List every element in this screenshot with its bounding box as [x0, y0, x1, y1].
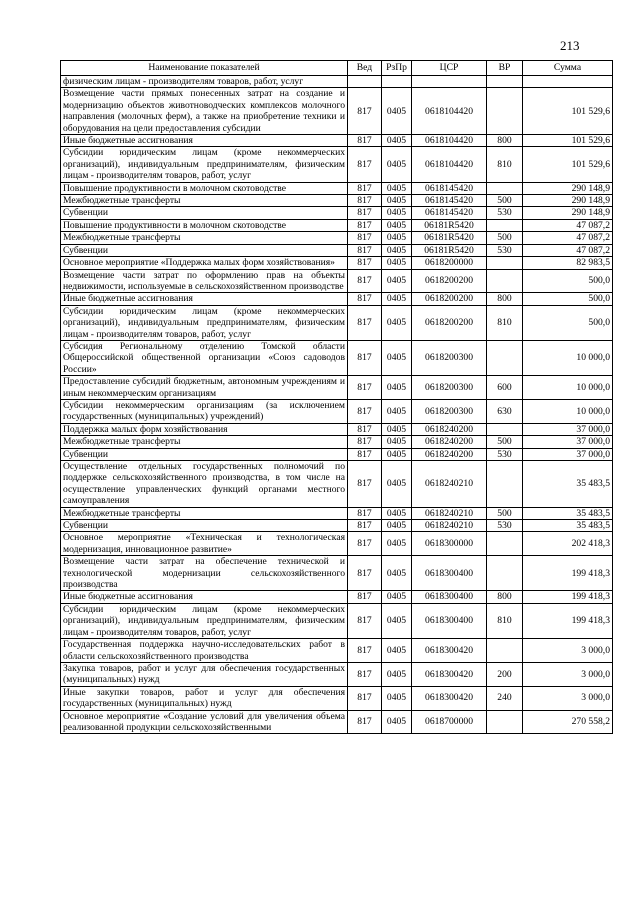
row-rzpr: 0405 [382, 532, 412, 556]
header-csr: ЦСР [412, 61, 487, 76]
row-sum: 500,0 [523, 293, 613, 305]
row-vr: 810 [487, 147, 523, 182]
row-csr: 0618300420 [412, 662, 487, 686]
row-vr [487, 340, 523, 375]
table-row [61, 603, 613, 638]
table-row [61, 399, 613, 423]
row-sum: 500,0 [523, 269, 613, 293]
row-name: Иные закупки товаров, работ и услуг для обеспечения государственных (муниципальных) нужд [61, 686, 348, 710]
row-name: Субвенции [61, 520, 348, 532]
row-sum: 37 000,0 [523, 436, 613, 448]
row-rzpr: 0405 [382, 232, 412, 244]
row-ved: 817 [348, 507, 382, 519]
row-sum: 10 000,0 [523, 340, 613, 375]
row-sum: 37 000,0 [523, 448, 613, 460]
row-name: Возмещение части прямых понесенных затрат на создание и модернизацию объектов животноводческих комплексов молочного направления (молочных ферм), а также на приобретение техники и оборудования на цели предоставления субсидии [61, 88, 348, 135]
row-csr: 0618300000 [412, 532, 487, 556]
row-rzpr: 0405 [382, 662, 412, 686]
row-sum: 199 418,3 [523, 591, 613, 603]
row-csr: 0618200300 [412, 399, 487, 423]
row-name: Межбюджетные трансферты [61, 195, 348, 207]
row-rzpr: 0405 [382, 507, 412, 519]
row-sum: 3 000,0 [523, 686, 613, 710]
row-ved: 817 [348, 207, 382, 219]
row-ved: 817 [348, 376, 382, 400]
row-name: Основное мероприятие «Поддержка малых форм хозяйствования» [61, 257, 348, 269]
row-rzpr: 0405 [382, 591, 412, 603]
row-vr: 600 [487, 376, 523, 400]
row-ved: 817 [348, 399, 382, 423]
row-vr [487, 257, 523, 269]
table-row [61, 135, 613, 147]
row-csr: 0618300420 [412, 639, 487, 663]
row-csr: 0618104420 [412, 88, 487, 135]
row-ved: 817 [348, 686, 382, 710]
row-vr: 630 [487, 399, 523, 423]
row-ved: 817 [348, 603, 382, 638]
row-rzpr: 0405 [382, 603, 412, 638]
page-number: 213 [560, 38, 580, 53]
row-rzpr: 0405 [382, 461, 412, 508]
row-name: Возмещение части затрат по оформлению прав на объекты недвижимости, используемые в сельскохозяйственном производстве [61, 269, 348, 293]
row-vr [487, 556, 523, 591]
header-ved: Вед [348, 61, 382, 76]
row-vr [487, 88, 523, 135]
row-vr [487, 182, 523, 194]
row-csr: 0618240200 [412, 436, 487, 448]
row-csr: 0618200200 [412, 293, 487, 305]
row-rzpr: 0405 [382, 305, 412, 340]
row-ved: 817 [348, 293, 382, 305]
row-ved: 817 [348, 532, 382, 556]
table-row [61, 461, 613, 508]
row-ved: 817 [348, 423, 382, 435]
row-name: Субвенции [61, 244, 348, 256]
header-name: Наименование показателей [61, 61, 348, 76]
row-vr [487, 639, 523, 663]
row-csr: 0618200200 [412, 305, 487, 340]
row-csr: 0618200200 [412, 269, 487, 293]
budget-table [60, 60, 613, 734]
row-sum: 202 418,3 [523, 532, 613, 556]
row-vr: 530 [487, 520, 523, 532]
table-row [61, 257, 613, 269]
row-csr [412, 76, 487, 88]
row-name: Субсидии юридическим лицам (кроме некоммерческих организаций), индивидуальным предпринимателям, физическим лицам - производителям товаров, работ, услуг [61, 603, 348, 638]
row-rzpr: 0405 [382, 710, 412, 734]
row-sum: 37 000,0 [523, 423, 613, 435]
table-row [61, 293, 613, 305]
row-vr: 810 [487, 305, 523, 340]
row-vr: 800 [487, 135, 523, 147]
row-rzpr: 0405 [382, 147, 412, 182]
row-name: Субсидия Региональному отделению Томской области Общероссийской общественной организации «Союз садоводов России» [61, 340, 348, 375]
row-csr: 0618145420 [412, 195, 487, 207]
row-sum: 82 983,5 [523, 257, 613, 269]
table-row [61, 662, 613, 686]
row-ved: 817 [348, 591, 382, 603]
row-rzpr: 0405 [382, 257, 412, 269]
row-vr: 240 [487, 686, 523, 710]
row-rzpr: 0405 [382, 207, 412, 219]
row-name: Основное мероприятие «Создание условий для увеличения объема реализованной продукции сельскохозяйственными [61, 710, 348, 734]
row-name: Осуществление отдельных государственных полномочий по поддержке сельскохозяйственного производства, в том числе на осуществление управленческих функций органами местного самоуправления [61, 461, 348, 508]
row-sum: 47 087,2 [523, 232, 613, 244]
row-vr: 800 [487, 293, 523, 305]
row-name: Предоставление субсидий бюджетным, автономным учреждениям и иным некоммерческим организациям [61, 376, 348, 400]
row-sum: 270 558,2 [523, 710, 613, 734]
row-name: Субсидии юридическим лицам (кроме некоммерческих организаций), индивидуальным предпринимателям, физическим лицам - производителям товаров, работ, услуг [61, 305, 348, 340]
row-vr: 500 [487, 436, 523, 448]
row-csr: 0618104420 [412, 147, 487, 182]
row-vr [487, 269, 523, 293]
row-rzpr: 0405 [382, 293, 412, 305]
header-rzpr: РзПр [382, 61, 412, 76]
table-row [61, 591, 613, 603]
row-rzpr: 0405 [382, 182, 412, 194]
table-row [61, 710, 613, 734]
row-ved: 817 [348, 340, 382, 375]
row-sum: 47 087,2 [523, 219, 613, 231]
table-row [61, 376, 613, 400]
table-row [61, 219, 613, 231]
row-name: Межбюджетные трансферты [61, 232, 348, 244]
row-rzpr: 0405 [382, 269, 412, 293]
row-vr [487, 76, 523, 88]
row-csr: 0618104420 [412, 135, 487, 147]
row-csr: 0618240200 [412, 423, 487, 435]
row-name: Закупка товаров, работ и услуг для обеспечения государственных (муниципальных) нужд [61, 662, 348, 686]
table-row [61, 195, 613, 207]
row-ved [348, 76, 382, 88]
row-ved: 817 [348, 448, 382, 460]
row-vr: 530 [487, 448, 523, 460]
row-ved: 817 [348, 244, 382, 256]
table-row [61, 448, 613, 460]
row-vr: 200 [487, 662, 523, 686]
row-rzpr: 0405 [382, 423, 412, 435]
row-csr: 0618145420 [412, 182, 487, 194]
row-sum: 35 483,5 [523, 520, 613, 532]
table-body [61, 76, 613, 734]
row-sum: 101 529,6 [523, 147, 613, 182]
row-vr: 800 [487, 591, 523, 603]
row-csr: 0618145420 [412, 207, 487, 219]
row-csr: 0618200300 [412, 376, 487, 400]
row-rzpr: 0405 [382, 219, 412, 231]
row-csr: 0618240210 [412, 461, 487, 508]
row-sum: 35 483,5 [523, 507, 613, 519]
row-name: Поддержка малых форм хозяйствования [61, 423, 348, 435]
row-ved: 817 [348, 219, 382, 231]
row-sum: 35 483,5 [523, 461, 613, 508]
row-csr: 0618200300 [412, 340, 487, 375]
table-row [61, 147, 613, 182]
row-csr: 0618700000 [412, 710, 487, 734]
row-ved: 817 [348, 88, 382, 135]
table-row [61, 269, 613, 293]
row-name: Иные бюджетные ассигнования [61, 135, 348, 147]
row-rzpr: 0405 [382, 639, 412, 663]
table-row [61, 340, 613, 375]
row-name: Субсидии некоммерческим организациям (за исключением государственных (муниципальных) учреждений) [61, 399, 348, 423]
row-ved: 817 [348, 257, 382, 269]
row-csr: 0618200000 [412, 257, 487, 269]
row-name: Основное мероприятие «Техническая и технологическая модернизация, инновационное развитие» [61, 532, 348, 556]
row-vr [487, 423, 523, 435]
row-csr: 0618300420 [412, 686, 487, 710]
row-vr: 810 [487, 603, 523, 638]
row-name: физическим лицам - производителям товаров, работ, услуг [61, 76, 348, 88]
header-vr: ВР [487, 61, 523, 76]
table-row [61, 88, 613, 135]
row-sum: 500,0 [523, 305, 613, 340]
row-ved: 817 [348, 195, 382, 207]
row-vr: 500 [487, 507, 523, 519]
row-name: Повышение продуктивности в молочном скотоводстве [61, 182, 348, 194]
row-name: Иные бюджетные ассигнования [61, 293, 348, 305]
row-vr [487, 461, 523, 508]
row-sum: 290 148,9 [523, 207, 613, 219]
row-sum: 3 000,0 [523, 662, 613, 686]
row-rzpr: 0405 [382, 340, 412, 375]
row-rzpr: 0405 [382, 244, 412, 256]
row-sum [523, 76, 613, 88]
row-sum: 3 000,0 [523, 639, 613, 663]
row-rzpr: 0405 [382, 436, 412, 448]
row-ved: 817 [348, 556, 382, 591]
row-sum: 290 148,9 [523, 182, 613, 194]
row-vr: 530 [487, 207, 523, 219]
row-name: Повышение продуктивности в молочном скотоводстве [61, 219, 348, 231]
row-csr: 06181R5420 [412, 219, 487, 231]
row-rzpr [382, 76, 412, 88]
table-row [61, 76, 613, 88]
row-name: Возмещение части затрат на обеспечение технической и технологической модернизации сельскохозяйственного производства [61, 556, 348, 591]
row-vr [487, 219, 523, 231]
row-vr [487, 532, 523, 556]
row-sum: 101 529,6 [523, 135, 613, 147]
row-csr: 0618300400 [412, 603, 487, 638]
row-vr: 530 [487, 244, 523, 256]
table-row [61, 436, 613, 448]
table-row [61, 556, 613, 591]
row-rzpr: 0405 [382, 88, 412, 135]
row-csr: 06181R5420 [412, 244, 487, 256]
row-csr: 0618300400 [412, 556, 487, 591]
row-ved: 817 [348, 135, 382, 147]
row-ved: 817 [348, 182, 382, 194]
row-vr: 500 [487, 195, 523, 207]
row-name: Государственная поддержка научно-исследовательских работ в области сельскохозяйственного производства [61, 639, 348, 663]
row-rzpr: 0405 [382, 520, 412, 532]
table-row [61, 686, 613, 710]
table-row [61, 520, 613, 532]
row-rzpr: 0405 [382, 399, 412, 423]
row-ved: 817 [348, 269, 382, 293]
row-ved: 817 [348, 710, 382, 734]
table-row [61, 532, 613, 556]
row-vr: 500 [487, 232, 523, 244]
row-name: Иные бюджетные ассигнования [61, 591, 348, 603]
row-ved: 817 [348, 147, 382, 182]
table-row [61, 244, 613, 256]
row-rzpr: 0405 [382, 686, 412, 710]
row-csr: 0618300400 [412, 591, 487, 603]
row-sum: 10 000,0 [523, 399, 613, 423]
row-rzpr: 0405 [382, 448, 412, 460]
table-row [61, 639, 613, 663]
row-csr: 0618240210 [412, 520, 487, 532]
row-name: Субвенции [61, 207, 348, 219]
table-row [61, 423, 613, 435]
row-csr: 0618240210 [412, 507, 487, 519]
row-ved: 817 [348, 305, 382, 340]
row-name: Субсидии юридическим лицам (кроме некоммерческих организаций), индивидуальным предпринимателям, физическим лицам - производителям товаров, работ, услуг [61, 147, 348, 182]
row-ved: 817 [348, 461, 382, 508]
row-ved: 817 [348, 662, 382, 686]
row-name: Межбюджетные трансферты [61, 507, 348, 519]
row-sum: 199 418,3 [523, 603, 613, 638]
row-ved: 817 [348, 232, 382, 244]
row-ved: 817 [348, 639, 382, 663]
table-row [61, 507, 613, 519]
row-csr: 0618240200 [412, 448, 487, 460]
table-row [61, 232, 613, 244]
header-sum: Сумма [523, 61, 613, 76]
row-rzpr: 0405 [382, 376, 412, 400]
row-name: Субвенции [61, 448, 348, 460]
row-sum: 47 087,2 [523, 244, 613, 256]
row-sum: 290 148,9 [523, 195, 613, 207]
row-ved: 817 [348, 520, 382, 532]
row-sum: 101 529,6 [523, 88, 613, 135]
row-sum: 199 418,3 [523, 556, 613, 591]
row-name: Межбюджетные трансферты [61, 436, 348, 448]
row-csr: 06181R5420 [412, 232, 487, 244]
table-row [61, 305, 613, 340]
row-vr [487, 710, 523, 734]
row-sum: 10 000,0 [523, 376, 613, 400]
table-header-row [61, 61, 613, 76]
row-rzpr: 0405 [382, 135, 412, 147]
row-rzpr: 0405 [382, 195, 412, 207]
row-ved: 817 [348, 436, 382, 448]
row-rzpr: 0405 [382, 556, 412, 591]
table-row [61, 182, 613, 194]
table-row [61, 207, 613, 219]
